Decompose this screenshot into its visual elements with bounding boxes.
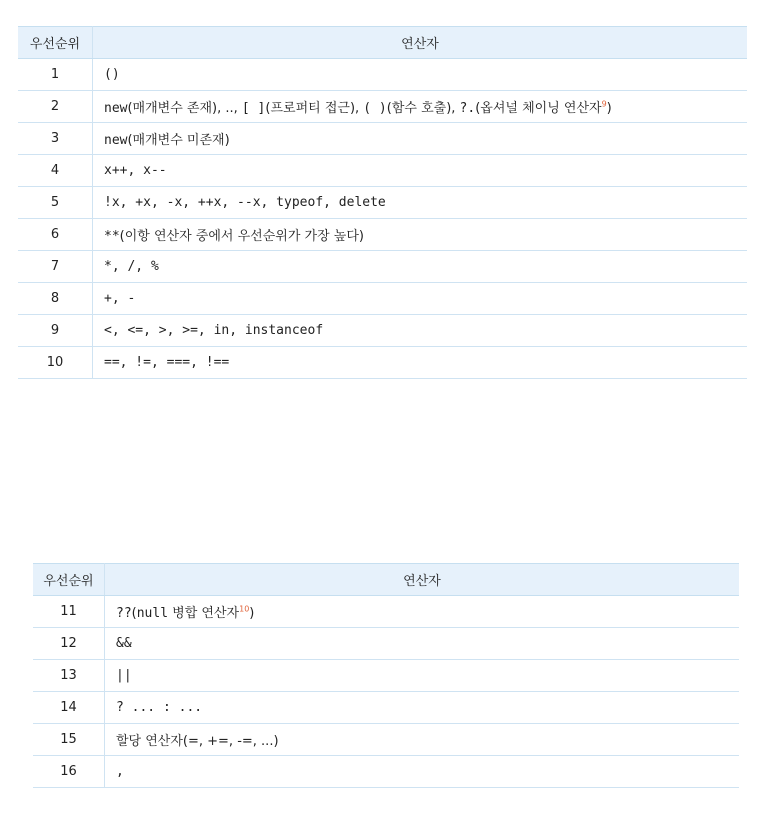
rank-cell: 7 bbox=[18, 251, 93, 283]
code-fragment: ?. bbox=[459, 101, 476, 116]
table-row bbox=[33, 628, 739, 660]
rank-cell: 5 bbox=[18, 187, 93, 219]
operator-cell bbox=[93, 91, 748, 123]
code-fragment: ( ) bbox=[363, 101, 387, 116]
rank-cell: 10 bbox=[18, 347, 93, 379]
operator-cell: ? ... : ... bbox=[105, 692, 740, 724]
rank-cell: 11 bbox=[33, 596, 105, 628]
operator-cell bbox=[93, 219, 748, 251]
rank-cell: 16 bbox=[33, 756, 105, 788]
table-header-row bbox=[18, 27, 747, 59]
code-fragment: null bbox=[136, 606, 169, 621]
text-fragment: (옵셔널 체이닝 연산자 bbox=[475, 101, 602, 116]
text-fragment: ) bbox=[249, 606, 255, 621]
table-row bbox=[18, 123, 747, 155]
table-row bbox=[33, 724, 739, 756]
column-header-rank: 우선순위 bbox=[33, 564, 105, 596]
rank-cell: 2 bbox=[18, 91, 93, 123]
operator-cell: () bbox=[93, 59, 748, 91]
code-fragment: new bbox=[104, 133, 128, 148]
table-header-row bbox=[33, 564, 739, 596]
table-row bbox=[18, 59, 747, 91]
table-row bbox=[18, 347, 747, 379]
table-row bbox=[18, 315, 747, 347]
table-row bbox=[18, 91, 747, 123]
rank-cell: 6 bbox=[18, 219, 93, 251]
operator-cell bbox=[105, 596, 740, 628]
rank-cell: 9 bbox=[18, 315, 93, 347]
operator-cell: +, - bbox=[93, 283, 748, 315]
table-row bbox=[18, 283, 747, 315]
footnote-marker: 9 bbox=[601, 99, 607, 109]
operator-cell: *, /, % bbox=[93, 251, 748, 283]
operator-cell: 할당 연산자(=, +=, -=, ...) bbox=[105, 724, 740, 756]
operator-cell: || bbox=[105, 660, 740, 692]
text-fragment: ( bbox=[131, 606, 137, 621]
rank-cell: 1 bbox=[18, 59, 93, 91]
table-row bbox=[33, 660, 739, 692]
text-fragment: (매개변수 존재), .., bbox=[127, 101, 242, 116]
operator-cell: x++, x-- bbox=[93, 155, 748, 187]
table-row bbox=[18, 155, 747, 187]
text-fragment: ) bbox=[606, 101, 612, 116]
operator-cell: , bbox=[105, 756, 740, 788]
column-header-rank: 우선순위 bbox=[18, 27, 93, 59]
operator-precedence-table-2 bbox=[33, 563, 739, 788]
text-fragment: 병합 연산자 bbox=[168, 606, 240, 621]
operator-cell: !x, +x, -x, ++x, --x, typeof, delete bbox=[93, 187, 748, 219]
table-row bbox=[33, 692, 739, 724]
rank-cell: 4 bbox=[18, 155, 93, 187]
table-row bbox=[18, 187, 747, 219]
operator-cell: && bbox=[105, 628, 740, 660]
rank-cell: 14 bbox=[33, 692, 105, 724]
operator-cell: <, <=, >, >=, in, instanceof bbox=[93, 315, 748, 347]
column-header-operator: 연산자 bbox=[93, 27, 748, 59]
table-row bbox=[18, 251, 747, 283]
table-row bbox=[33, 596, 739, 628]
code-fragment: ** bbox=[104, 229, 120, 244]
code-fragment: new bbox=[104, 101, 128, 116]
operator-cell: ==, !=, ===, !== bbox=[93, 347, 748, 379]
operator-precedence-table-1 bbox=[18, 26, 747, 379]
text-fragment: (매개변수 미존재) bbox=[127, 133, 230, 148]
rank-cell: 8 bbox=[18, 283, 93, 315]
operator-cell bbox=[93, 123, 748, 155]
column-header-operator: 연산자 bbox=[105, 564, 740, 596]
text-fragment: (프로퍼티 접근), bbox=[265, 101, 364, 116]
code-fragment: ?? bbox=[116, 606, 132, 621]
table-row bbox=[33, 756, 739, 788]
rank-cell: 13 bbox=[33, 660, 105, 692]
rank-cell: 3 bbox=[18, 123, 93, 155]
text-fragment: (함수 호출), bbox=[386, 101, 460, 116]
rank-cell: 12 bbox=[33, 628, 105, 660]
table-row bbox=[18, 219, 747, 251]
text-fragment: (이항 연산자 중에서 우선순위가 가장 높다) bbox=[119, 229, 364, 244]
code-fragment: [ ] bbox=[241, 101, 266, 116]
rank-cell: 15 bbox=[33, 724, 105, 756]
footnote-marker: 10 bbox=[239, 604, 250, 614]
